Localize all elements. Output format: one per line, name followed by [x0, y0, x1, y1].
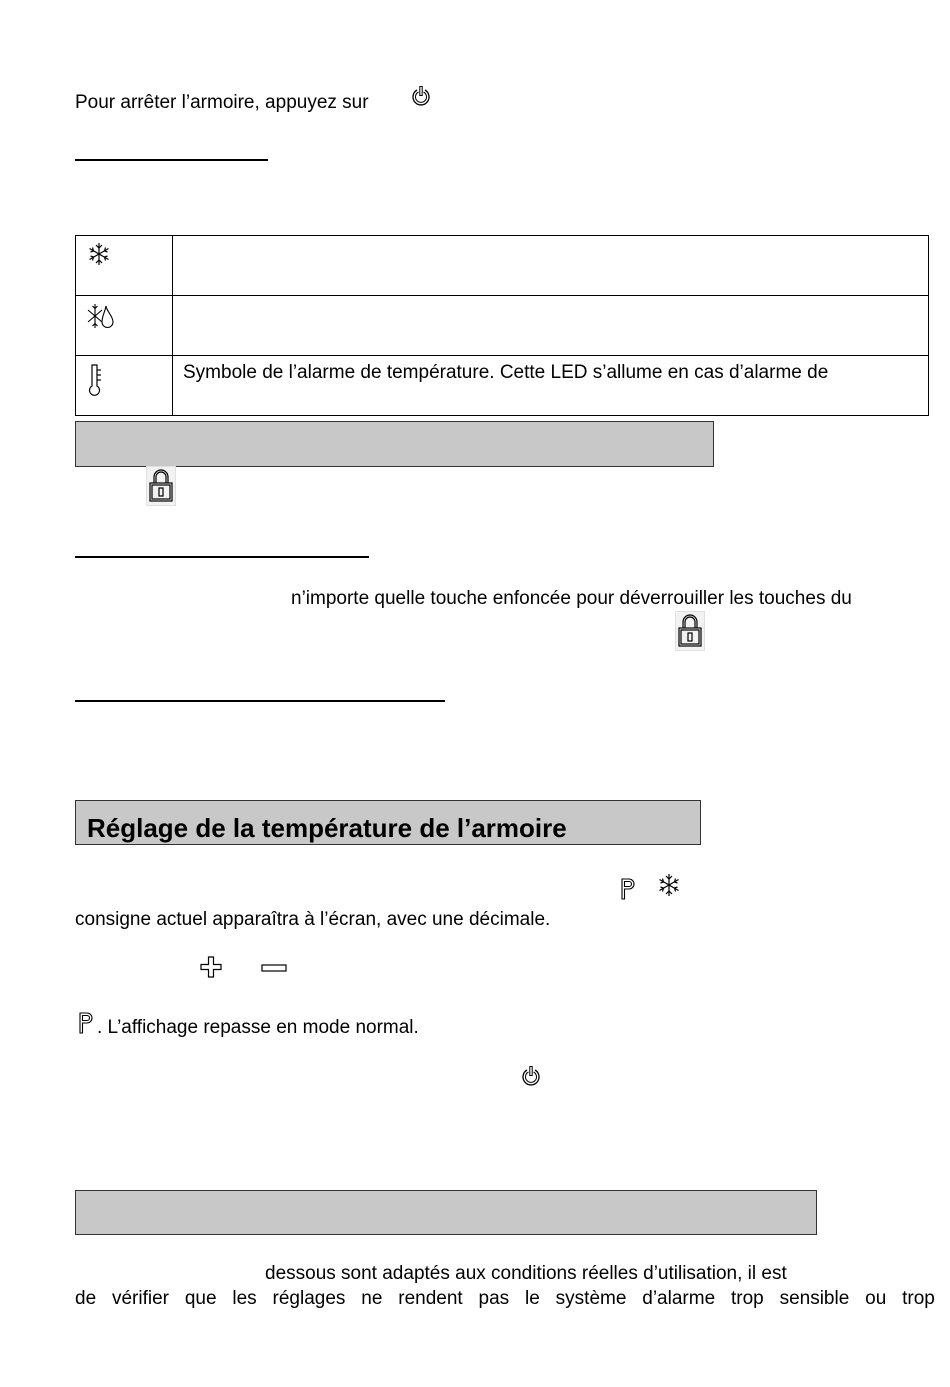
defrost-icon	[86, 301, 116, 337]
power-icon	[520, 1065, 542, 1087]
dessous-text: dessous sont adaptés aux conditions réelles d’utilisation, il est	[265, 1263, 787, 1284]
table-row	[76, 296, 929, 356]
section-header-temperature	[75, 800, 701, 845]
stop-instruction: Pour arrêter l’armoire, appuyez sur	[75, 92, 369, 113]
consigne-text: consigne actuel apparaîtra à l’écran, avec une décimale.	[75, 909, 551, 930]
snowflake-icon	[86, 241, 112, 273]
lock-icon	[675, 611, 705, 651]
section-underline	[75, 700, 445, 702]
table-cell-text: Symbole de l’alarme de température. Cette LED s’allume en cas d’alarme de	[173, 356, 929, 416]
lock-icon	[146, 466, 176, 506]
unlock-instruction: n’importe quelle touche enfoncée pour déverrouiller les touches du	[291, 588, 852, 609]
power-icon	[410, 85, 432, 107]
normal-mode-text: . L’affichage repasse en mode normal.	[97, 1017, 419, 1038]
minus-icon	[261, 963, 287, 973]
section-header-lock	[75, 421, 714, 467]
table-cell-text	[173, 296, 929, 356]
led-symbol-table	[75, 235, 929, 416]
page-title: Réglage de la température de l’armoire	[87, 813, 567, 843]
verifier-text-line: de vérifier que les réglages ne rendent pas le système d’alarme trop sensible ou trop	[75, 1288, 935, 1309]
plus-icon	[200, 956, 222, 978]
table-row	[76, 236, 929, 296]
section-underline	[75, 556, 369, 558]
p-key-icon	[78, 1012, 94, 1034]
section-underline	[75, 159, 268, 161]
table-cell-text	[173, 236, 929, 296]
section-header-alarm	[75, 1190, 817, 1235]
snowflake-icon	[656, 872, 682, 898]
thermometer-icon	[86, 362, 108, 404]
p-key-icon	[620, 878, 636, 900]
table-row	[76, 356, 929, 416]
